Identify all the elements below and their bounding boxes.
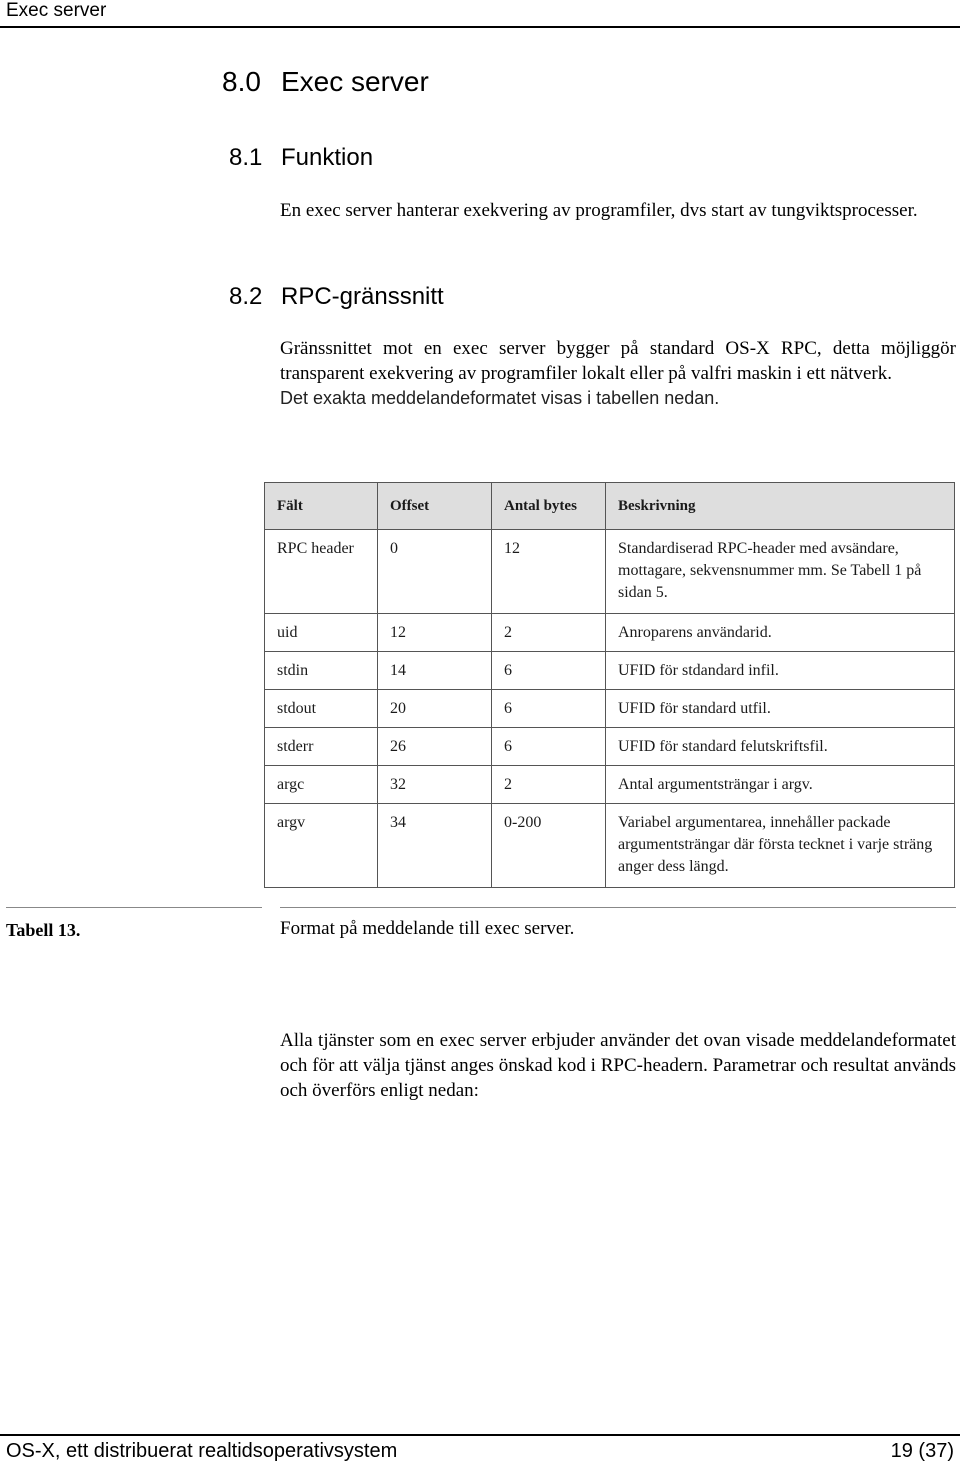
table-cell: Standardiserad RPC-header med avsändare, mottagare, sekvensnummer mm. Se Tabell 1 på sidan 5.	[606, 530, 955, 614]
table-cell: stderr	[265, 728, 378, 766]
table-row	[265, 766, 955, 804]
table-row	[265, 804, 955, 888]
section-8-1-title: Funktion	[281, 144, 374, 171]
table-cell: 6	[492, 728, 606, 766]
section-8-2-number: 8.2	[229, 283, 263, 310]
table-cell: 32	[378, 766, 492, 804]
table-header-row	[265, 483, 955, 530]
table-cell: argv	[265, 804, 378, 888]
section-8-0-title: Exec server	[281, 66, 429, 97]
table-row	[265, 614, 955, 652]
table-cell: argc	[265, 766, 378, 804]
table-cell: 2	[492, 614, 606, 652]
section-8-1-number: 8.1	[229, 144, 263, 171]
table-cell: 34	[378, 804, 492, 888]
table-cell: UFID för standard felutskriftsfil.	[606, 728, 955, 766]
table-row	[265, 652, 955, 690]
section-8-1-paragraph: En exec server hanterar exekvering av programfiler, dvs start av tungviktsprocesser.	[280, 200, 918, 221]
table-row	[265, 690, 955, 728]
table-cell: Antal argumentsträngar i argv.	[606, 766, 955, 804]
table-cell: 0	[378, 530, 492, 614]
table-header-cell: Antal bytes	[492, 483, 606, 530]
table-caption-text: Format på meddelande till exec server.	[280, 918, 575, 939]
message-format-table	[264, 482, 955, 888]
footer-rule	[0, 1434, 960, 1436]
running-header-title: Exec server	[6, 0, 107, 21]
table-cell: stdout	[265, 690, 378, 728]
section-8-2-text2: Det exakta meddelandeformatet visas i tabellen nedan.	[280, 388, 720, 408]
table-cell: RPC header	[265, 530, 378, 614]
table-cell: 2	[492, 766, 606, 804]
table-cell: 12	[378, 614, 492, 652]
table-cell: 14	[378, 652, 492, 690]
caption-rule-right	[280, 907, 956, 908]
table-cell: 6	[492, 690, 606, 728]
table-cell: Anroparens användarid.	[606, 614, 955, 652]
table-cell: 6	[492, 652, 606, 690]
closing-paragraph: Alla tjänster som en exec server erbjuder använder det ovan visade meddelandeformatet och för att välja tjänst anges önskad kod i RPC-headern. Parametrar och resultat används och överförs enligt nedan:	[280, 1030, 956, 1101]
caption-rule-left	[6, 907, 262, 908]
table-cell: UFID för stdandard infil.	[606, 652, 955, 690]
section-8-2-paragraph	[280, 336, 956, 410]
table-header-cell: Beskrivning	[606, 483, 955, 530]
footer-document-title: OS-X, ett distribuerat realtidsoperativsystem	[6, 1440, 398, 1462]
table-cell: uid	[265, 614, 378, 652]
table-cell: UFID för standard utfil.	[606, 690, 955, 728]
table-header-cell: Fält	[265, 483, 378, 530]
table-cell: 12	[492, 530, 606, 614]
table-cell: 0-200	[492, 804, 606, 888]
table-cell: 20	[378, 690, 492, 728]
section-8-2-title: RPC-gränssnitt	[281, 283, 444, 310]
table-header-cell: Offset	[378, 483, 492, 530]
section-8-2-text: Gränssnittet mot en exec server bygger på standard OS-X RPC, detta möjliggör transparent exekvering av programfiler lokalt eller på valfri maskin i ett nätverk.	[280, 338, 956, 384]
table-row	[265, 728, 955, 766]
section-8-0-number: 8.0	[222, 66, 261, 97]
header-rule	[0, 26, 960, 28]
footer-page-number: 19 (37)	[890, 1440, 954, 1462]
table-cell: 26	[378, 728, 492, 766]
table-row	[265, 530, 955, 614]
table-cell: Variabel argumentarea, innehåller packade argumentsträngar där första tecknet i varje sträng anger dess längd.	[606, 804, 955, 888]
table-caption-label: Tabell 13.	[6, 920, 81, 940]
table-cell: stdin	[265, 652, 378, 690]
